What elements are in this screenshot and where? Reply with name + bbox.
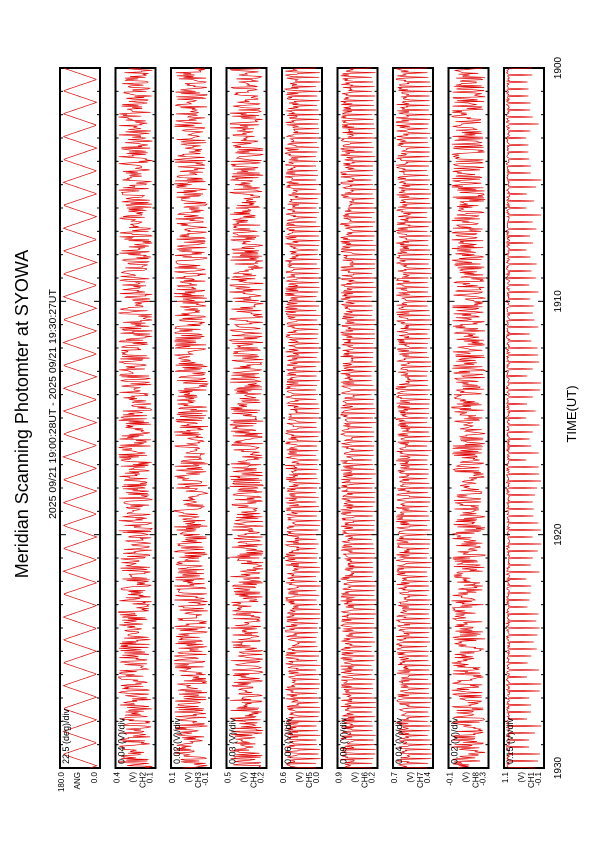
channel-label: CH3 <box>194 772 203 789</box>
x-tick-label: 1930 <box>553 756 564 780</box>
y-axis-label: (V) <box>350 772 360 783</box>
y-tick-label-top: 180.0 <box>57 772 66 793</box>
panel-scale-label: 0.03 (V)/div <box>227 717 238 764</box>
y-axis-label: (V) <box>295 772 304 783</box>
channel-label: CH7 <box>416 772 425 789</box>
y-axis-label: (V) <box>461 772 471 783</box>
chart-subtitle: 2025 09/21 19:00:28UT - 2025 09/21 19:30:27UT <box>47 289 59 519</box>
panel-1 <box>57 68 100 792</box>
y-axis-label: (V) <box>239 772 249 783</box>
y-tick-label-bottom: 0.2 <box>367 772 377 784</box>
x-tick-label: 1900 <box>553 56 564 80</box>
x-tick-label: 1910 <box>553 290 564 313</box>
panel-scale-label: 0.06 (V)/div <box>283 717 293 764</box>
y-tick-label-top: 0.1 <box>168 772 177 784</box>
y-tick-label-top: 0.4 <box>112 772 122 784</box>
y-tick-label-top: 0.7 <box>390 772 399 784</box>
panel-7 <box>390 68 433 788</box>
channel-label: CH6 <box>360 772 370 789</box>
y-tick-label-bottom: 0.2 <box>256 772 266 784</box>
panel-3 <box>168 68 211 788</box>
panel-scale-label: 0.15 (V)/div <box>505 717 515 764</box>
x-tick-label: 1920 <box>553 523 564 546</box>
y-axis-label: (V) <box>128 772 138 783</box>
y-tick-label-top: 0.9 <box>334 772 344 784</box>
x-axis-label: TIME(UT) <box>564 385 579 443</box>
panel-scale-label: 0.02 (V)/div <box>172 717 182 764</box>
y-tick-label-bottom: 0.0 <box>90 772 99 784</box>
panel-8 <box>446 68 489 788</box>
y-axis-label: (V) <box>406 772 415 783</box>
panel-frame <box>60 68 100 768</box>
panel-scale-label: 0.09 (V)/div <box>338 717 349 764</box>
y-tick-label-bottom: 0.4 <box>423 772 432 784</box>
chart-title: Meridian Scanning Photomter at SYOWA <box>12 249 32 579</box>
panel-5 <box>279 68 322 788</box>
channel-label: CH1 <box>527 772 536 789</box>
y-tick-label-bottom: 0.0 <box>312 772 321 784</box>
y-tick-label-top: 0.5 <box>223 772 233 784</box>
panel-scale-label: 0.04 (V)/div <box>394 717 404 764</box>
channel-label: CH4 <box>249 772 259 789</box>
y-axis-label: (V) <box>517 772 526 783</box>
panel-scale-label: 0.04 (V)/div <box>116 717 127 764</box>
panel-9 <box>501 68 544 788</box>
y-axis-label: (V) <box>184 772 193 783</box>
panel-2 <box>113 68 156 788</box>
panel-scale-label: 0.02 (V)/div <box>449 717 460 764</box>
channel-label: CH8 <box>471 772 481 789</box>
y-tick-label-top: 0.6 <box>279 772 288 784</box>
x-tick-labels <box>553 56 564 779</box>
y-tick-label-top: -0.1 <box>445 772 455 786</box>
channel-label: CH5 <box>305 772 314 789</box>
y-axis-label: ANG <box>73 772 82 790</box>
y-tick-label-top: 1.1 <box>501 772 510 784</box>
panels-group <box>57 68 544 792</box>
y-tick-label-bottom: -0.3 <box>478 772 488 786</box>
panel-6 <box>335 68 378 788</box>
y-tick-label-bottom: -0.1 <box>534 772 543 786</box>
y-tick-label-bottom: 0.1 <box>145 772 155 784</box>
panel-scale-label: 22.5 (deg)/div <box>61 708 71 764</box>
channel-label: CH2 <box>138 772 148 789</box>
y-tick-label-bottom: -0.1 <box>201 772 210 786</box>
panel-4 <box>224 68 267 788</box>
